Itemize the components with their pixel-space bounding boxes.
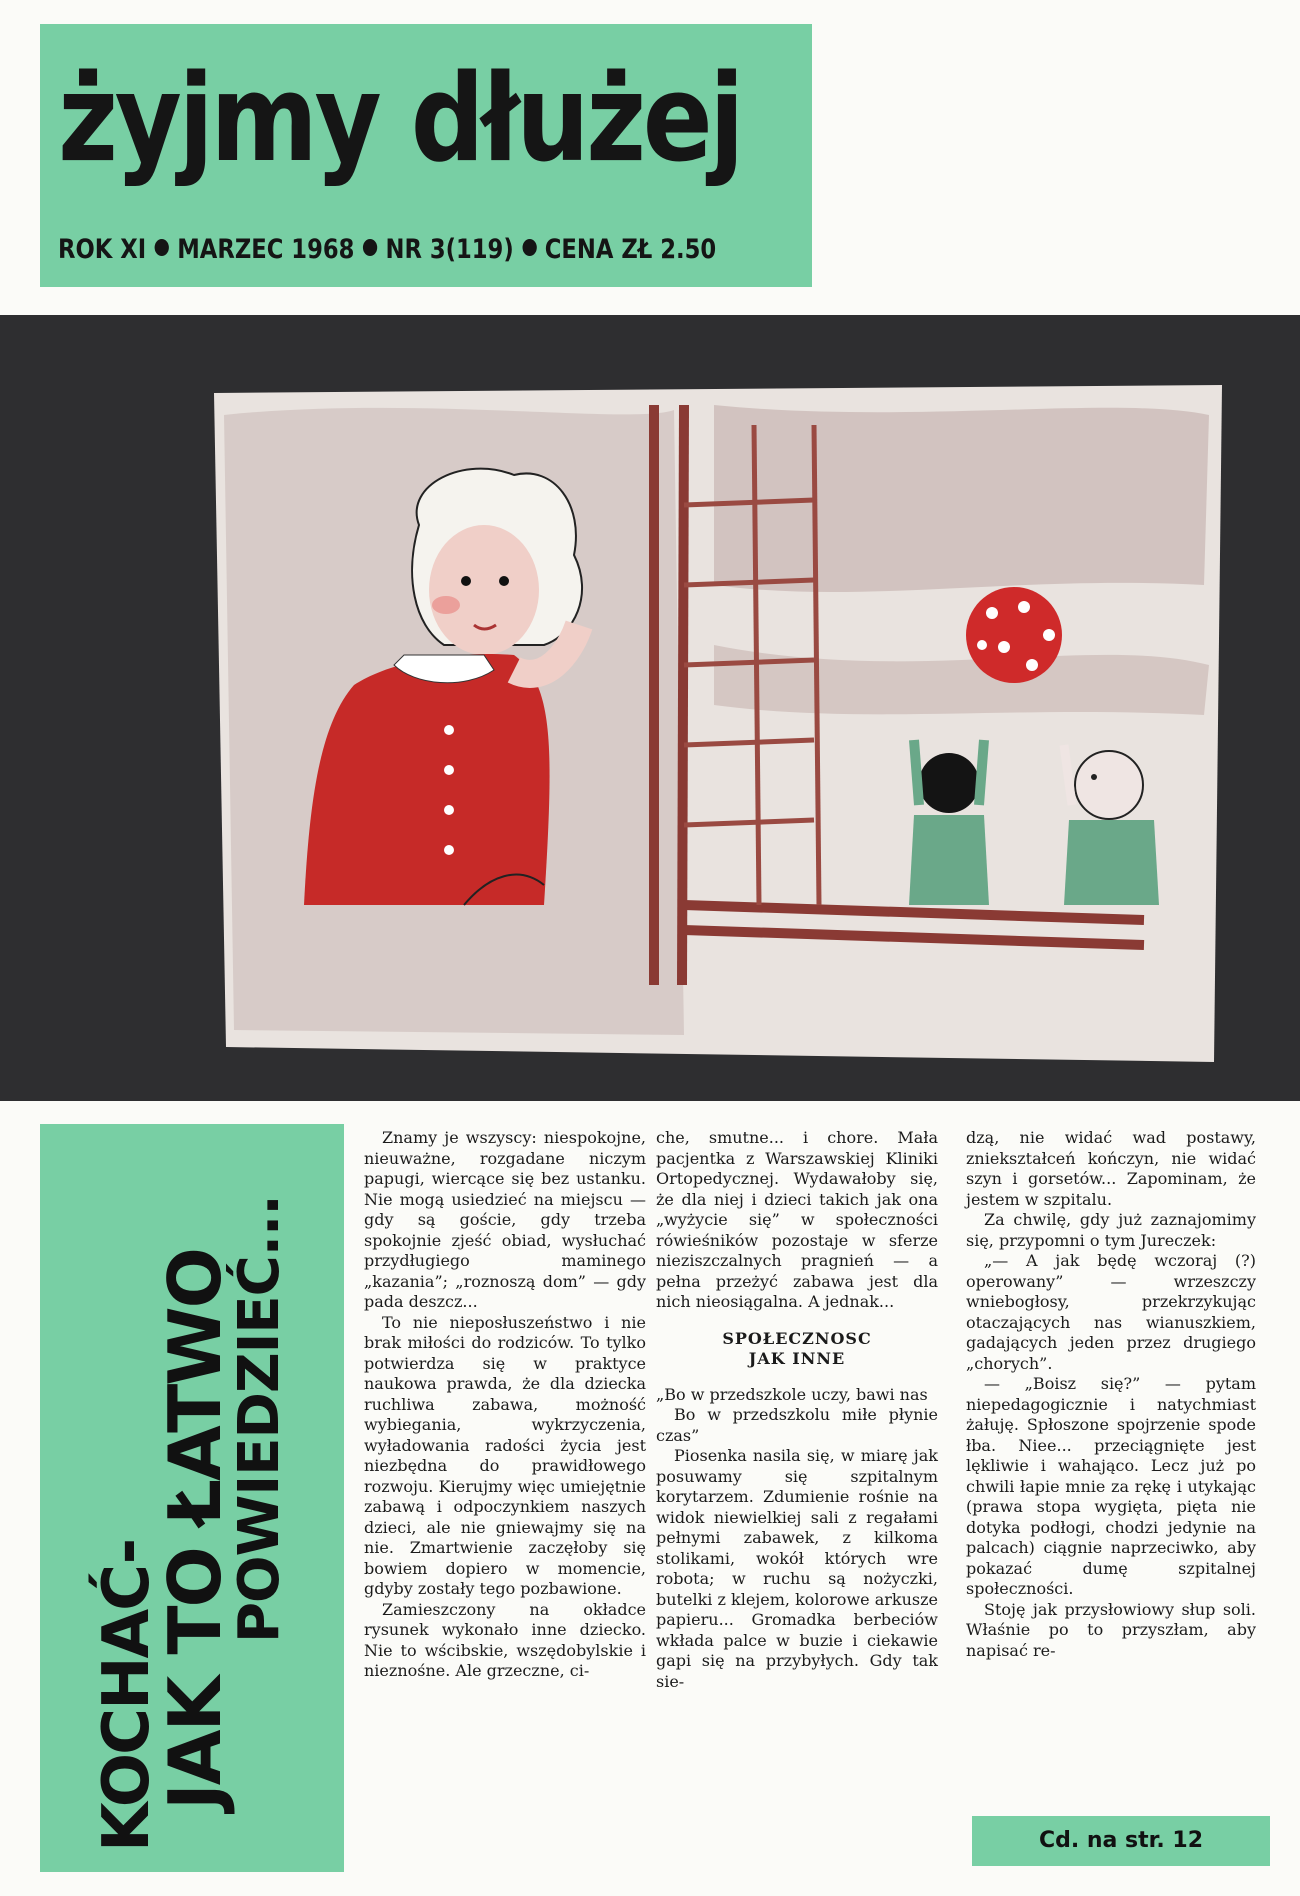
headline-line-1: KOCHAĆ- (90, 1539, 164, 1852)
bullet-icon (522, 239, 536, 256)
paragraph: Stoję jak przysłowiowy słup soli. Właśnie po to przyszłam, aby napisać re- (966, 1599, 1256, 1660)
continued-on-page-label: Cd. na str. 12 (972, 1816, 1270, 1866)
paragraph: Zamieszczony na okładce rysunek wykonało inne dziecko. Nie to wścibskie, wszędobylskie i nieznośne. Ale grzeczne, ci- (364, 1599, 646, 1680)
issue-number: NR 3(119) (385, 234, 514, 265)
subhead-line-2: JAK INNE (748, 1348, 846, 1368)
article-column-2 (656, 1128, 938, 1692)
bullet-icon (363, 239, 377, 256)
bullet-icon (155, 239, 169, 256)
issue-price: CENA ZŁ 2.50 (544, 234, 717, 265)
article-column-3 (966, 1128, 1256, 1661)
article-column-1 (364, 1128, 646, 1682)
article-headline (90, 1138, 292, 1858)
paragraph: To nie nieposłuszeństwo i nie brak miłości do rodziców. To tylko potwierdza się w praktyce naukowa prawda, że dla dziecka ruchliwa zabawa, możność wybiegania, wykrzyczenia, wyładowania radości życia jest niezbędna do prawidłowego rozwoju. Kierujmy więc umiejętnie zabawą i odpoczynkiem naszych dzieci, ale nie gniewajmy się na nie. Zmartwienie zaczęłoby się bowiem dopiero w momencie, gdyby zostały tego pozbawione. (364, 1312, 646, 1598)
masthead (40, 24, 812, 287)
issue-line (58, 234, 717, 265)
section-subhead (656, 1329, 938, 1369)
article-headline-box (40, 1124, 344, 1872)
paragraph: Znamy je wszyscy: niespokojne, nieuważne, rozgadane niczym papugi, wiercące się bez ustanku. Nie mogą usiedzieć na miejscu — gdy są goście, gdy trzeba spokojnie zjeść obiad, wysłuchać przydługiego maminego „kazania”; „roznoszą dom” — gdy pada deszcz... (364, 1128, 646, 1311)
cover-illustration (214, 385, 1222, 1062)
paragraph: Piosenka nasila się, w miarę jak posuwamy się szpitalnym korytarzem. Zdumienie rośnie na widok niewielkiej sali z regałami pełnymi zabawek, z kilkoma stolikami, wokół których wre robota; w ruchu są nożyczki, butelki z klejem, kolorowe arkusze papieru... Gromadka berbeciów wkłada palce w buzie i ciekawie gapi się na przybyłych. Gdy tak sie- (656, 1446, 938, 1691)
paragraph: Za chwilę, gdy już zaznajomimy się, przypomni o tym Jureczek: (966, 1210, 1256, 1250)
subhead-line-1: SPOŁECZNOSC (722, 1328, 872, 1348)
issue-year: ROK XI (58, 234, 147, 265)
song-verse: Bo w przedszkolu miłe płynie czas” (656, 1405, 938, 1445)
paragraph: — „Boisz się?” — pytam niepedagogicznie i natychmiast żałuję. Spłoszone spojrzenie spode łba. Niee... przeciągnięte jest lękliwie i wahająco. Lecz już po chwili łapie mnie za rękę i utykając (prawa stopa wygięta, pięta nie dotyka podłogi, chodzi jedynie na palcach) ciągnie naprzeciwko, aby pokazać dumę szpitalnej społeczności. (966, 1374, 1256, 1598)
cover-illustration-band (0, 315, 1300, 1101)
headline-line-3: POWIEDZIEĆ... (227, 1195, 292, 1643)
issue-date: MARZEC 1968 (177, 234, 355, 265)
song-verse: „Bo w przedszkole uczy, bawi nas (656, 1384, 928, 1404)
magazine-title: żyjmy dłużej (58, 50, 742, 189)
headline-line-2: JAK TO ŁATWO (153, 1249, 237, 1810)
paragraph: che, smutne... i chore. Mała pacjentka z Warszawskiej Kliniki Ortopedycznej. Wydawałoby się, że dla niej i dzieci takich jak ona „wyżycie się” w społeczności rówieśników pozostaje w sferze nieziszczalnych pragnień — a pełna przeżyć zabawa jest dla nich nieosiągalna. A jednak... (656, 1128, 938, 1311)
paragraph: dzą, nie widać wad postawy, zniekształceń kończyn, nie widać szyn i gorsetów... Zapominam, że jestem w szpitalu. (966, 1128, 1256, 1209)
paragraph: „— A jak będę wczoraj (?) operowany” — wrzeszczy wniebogłosy, przekrzykując otaczających nas wianuszkiem, gadających jeden przez drugiego „chorych”. (966, 1251, 1256, 1373)
